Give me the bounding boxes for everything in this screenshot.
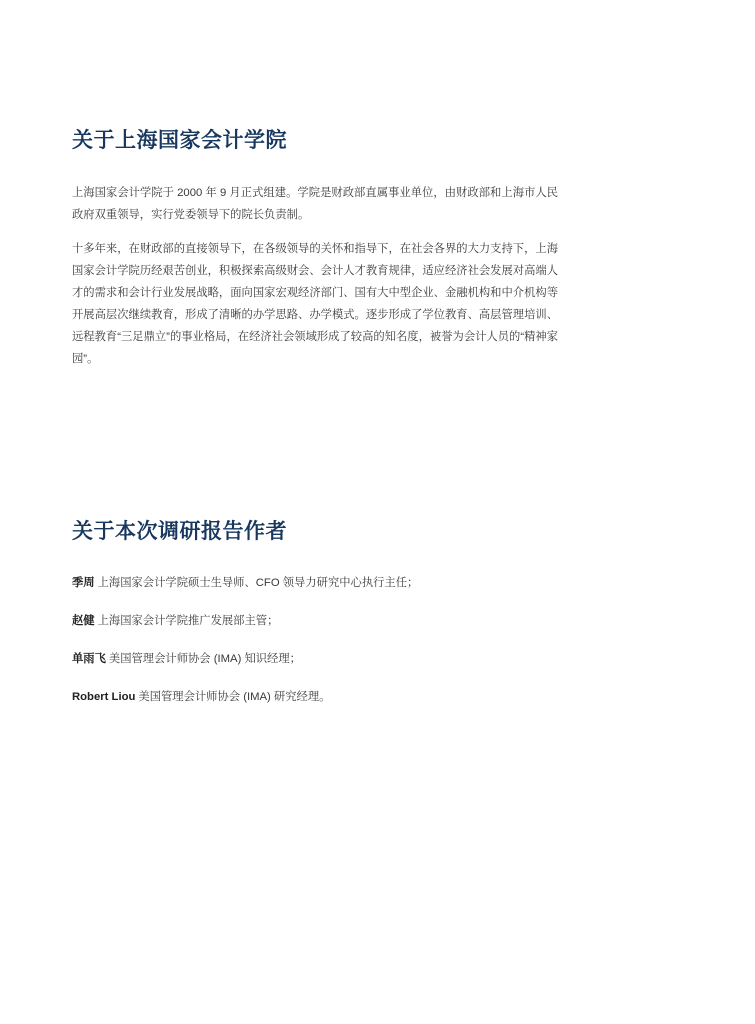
about-authors-heading: 关于本次调研报告作者 — [72, 520, 287, 543]
author-name: 赵健 — [72, 615, 95, 627]
author-name: Robert Liou — [72, 691, 136, 703]
author-description: 上海国家会计学院硕士生导师、CFO 领导力研究中心执行主任； — [97, 577, 419, 589]
about-institute-section — [72, 126, 558, 382]
author-name: 单雨飞 — [72, 653, 106, 665]
author-entry — [72, 573, 558, 593]
author-name: 季周 — [72, 577, 95, 589]
author-entry — [72, 649, 558, 669]
author-description: 美国管理会计师协会 (IMA) 知识经理； — [108, 653, 301, 665]
about-institute-heading: 关于上海国家会计学院 — [72, 129, 287, 152]
author-entry — [72, 687, 558, 707]
author-entry — [72, 611, 558, 631]
institute-paragraph-1: 上海国家会计学院于 2000 年 9 月正式组建。学院是财政部直属事业单位，由财政部和上海市人民政府双重领导，实行党委领导下的院长负责制。 — [72, 187, 558, 221]
institute-paragraph-2: 十多年来，在财政部的直接领导下，在各级领导的关怀和指导下，在社会各界的大力支持下，上海国家会计学院历经艰苦创业，积极探索高级财会、会计人才教育规律，适应经济社会发展对高端人才的需求和会计行业发展战略，面向国家宏观经济部门、国有大中型企业、金融机构和中介机构等开展高层次继续教育，形成了清晰的办学思路、办学模式。逐步形成了学位教育、高层管理培训、远程教育“三足鼎立”的事业格局，在经济社会领域形成了较高的知名度，被誉为会计人员的“精神家园”。 — [72, 243, 558, 365]
author-description: 美国管理会计师协会 (IMA) 研究经理。 — [138, 691, 331, 703]
about-authors-section — [72, 517, 558, 725]
author-description: 上海国家会计学院推广发展部主管； — [97, 615, 279, 627]
